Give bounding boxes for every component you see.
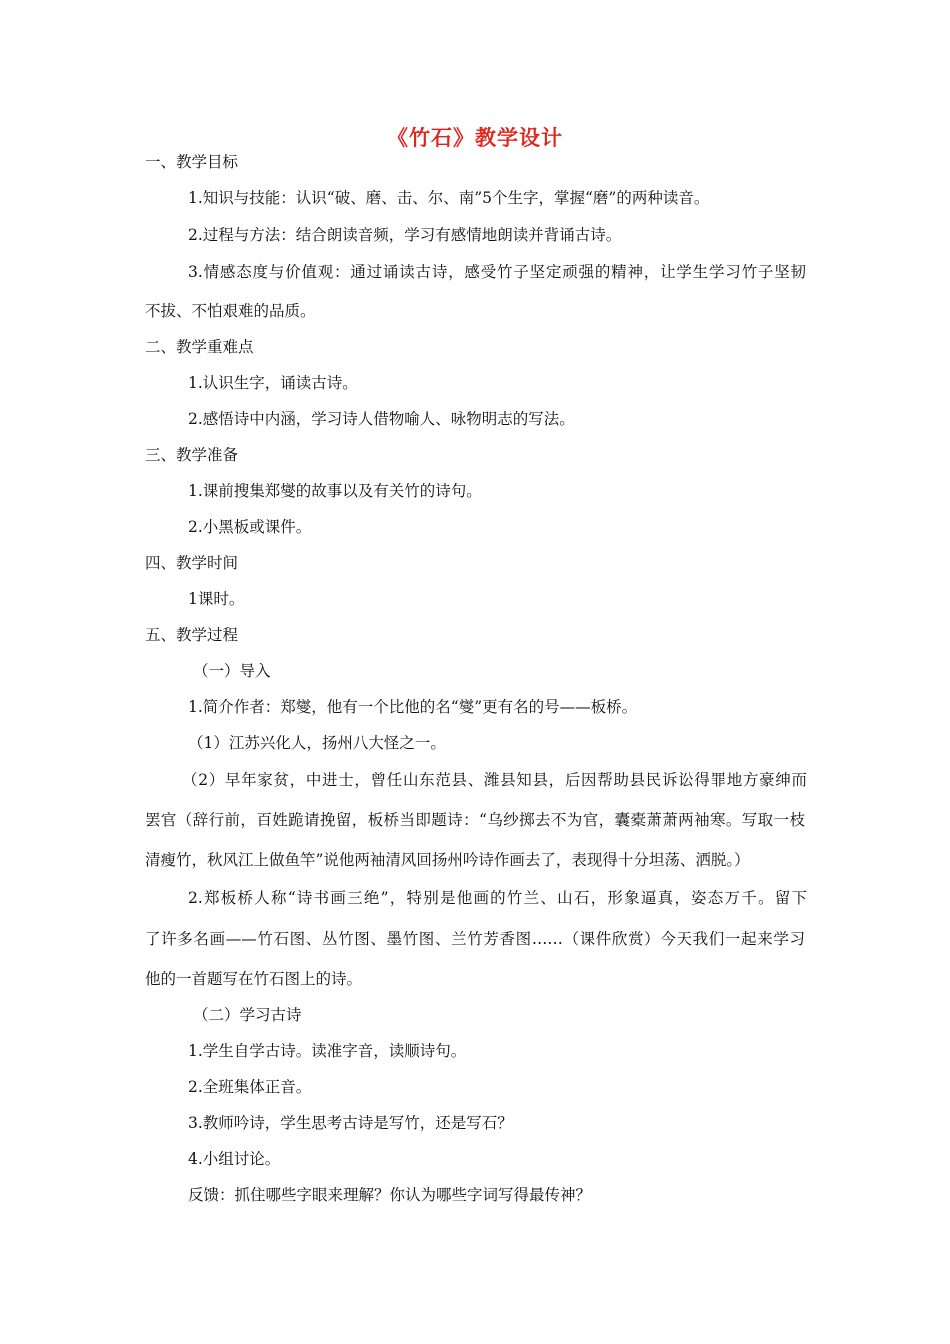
- paragraph-line: （2）早年家贫，中进士，曾任山东范县、潍县知县，后因帮助县民诉讼得罪地方豪绅而: [182, 771, 807, 789]
- paragraph-line: 1.简介作者：郑燮，他有一个比他的名“燮”更有名的号——板桥。: [188, 698, 638, 716]
- paragraph-line: 清瘦竹，秋风江上做鱼竿”说他两袖清风回扬州吟诗作画去了，表现得十分坦荡、洒脱。）: [145, 851, 750, 869]
- section-heading-key-points: 二、教学重难点: [145, 338, 254, 356]
- subsection-heading-intro: （一）导入: [193, 662, 271, 680]
- paragraph-line: 2.感悟诗中内涵，学习诗人借物喻人、咏物明志的写法。: [188, 410, 575, 428]
- section-heading-preparation: 三、教学准备: [145, 446, 239, 464]
- paragraph-line: 4.小组讨论。: [188, 1150, 281, 1168]
- paragraph-line: 3.情感态度与价值观：通过诵读古诗，感受竹子坚定顽强的精神，让学生学习竹子坚韧: [188, 263, 806, 281]
- document-title: 《竹石》教学设计: [387, 126, 563, 150]
- paragraph-line: 反馈：抓住哪些字眼来理解？你认为哪些字词写得最传神？: [188, 1186, 592, 1204]
- paragraph-line: 2.小黑板或课件。: [188, 518, 312, 536]
- section-heading-process: 五、教学过程: [145, 626, 239, 644]
- paragraph-line: 1课时。: [188, 590, 245, 608]
- paragraph-line: 不拔、不怕艰难的品质。: [145, 302, 316, 320]
- section-heading-time: 四、教学时间: [145, 554, 239, 572]
- paragraph-line: 1.课前搜集郑燮的故事以及有关竹的诗句。: [188, 482, 482, 500]
- paragraph-line: （1）江苏兴化人，扬州八大怪之一。: [188, 734, 446, 752]
- section-heading-objectives: 一、教学目标: [145, 153, 239, 171]
- paragraph-line: 2.全班集体正音。: [188, 1078, 312, 1096]
- paragraph-line: 了许多名画——竹石图、丛竹图、墨竹图、兰竹芳香图……（课件欣赏）今天我们一起来学习: [145, 930, 805, 948]
- paragraph-line: 2.过程与方法：结合朗读音频，学习有感情地朗读并背诵古诗。: [188, 226, 622, 244]
- paragraph-line: 1.认识生字，诵读古诗。: [188, 374, 358, 392]
- paragraph-line: 1.知识与技能：认识“破、磨、击、尔、南”5个生字，掌握“磨”的两种读音。: [188, 189, 710, 207]
- paragraph-line: 罢官（辞行前，百姓跪请挽留，板桥当即题诗：“乌纱掷去不为官，囊橐萧萧两袖寒。写取一枝: [145, 811, 805, 829]
- paragraph-line: 3.教师吟诗，学生思考古诗是写竹，还是写石？: [188, 1114, 513, 1132]
- paragraph-line: 他的一首题写在竹石图上的诗。: [145, 970, 363, 988]
- subsection-heading-study: （二）学习古诗: [193, 1006, 302, 1024]
- paragraph-line: 1.学生自学古诗。读准字音，读顺诗句。: [188, 1042, 467, 1060]
- paragraph-line: 2.郑板桥人称“诗书画三绝”，特别是他画的竹兰、山石，形象逼真，姿态万千。留下: [188, 889, 807, 907]
